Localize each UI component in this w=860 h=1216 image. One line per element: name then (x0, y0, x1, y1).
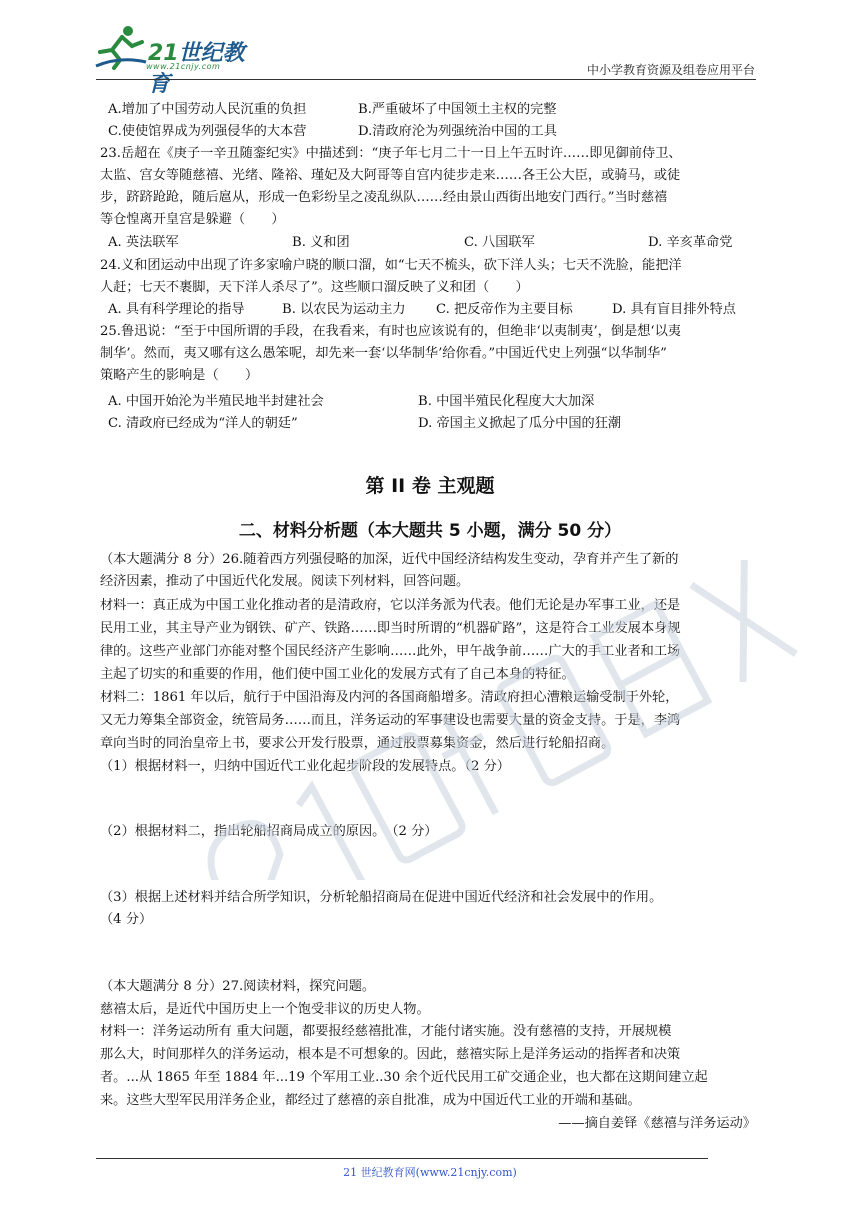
footer-divider (96, 1158, 708, 1159)
site-logo[interactable] (92, 22, 262, 97)
q26-line: 材料二：1861 年以后，航行于中国沿海及内河的各国商船增多。清政府担心漕粮运输受制于外轮， (100, 690, 679, 705)
q26-line: 章向当时的同治皇帝上书，要求公开发行股票，通过股票募集资金，然后进行轮船招商。 (100, 736, 615, 751)
q22-option-b: B.严重破坏了中国领土主权的完整 (358, 102, 557, 117)
q26-subquestion-3: （3）根据上述材料并结合所学知识，分析轮船招商局在促进中国近代经济和社会发展中的作用。 (100, 890, 663, 905)
part-title: 第 II 卷 主观题 (365, 475, 495, 497)
logo-word: 世纪教育 (148, 41, 245, 97)
q27-line: （本大题满分 8 分）27.阅读材料，探究问题。 (100, 979, 376, 994)
q25-line: 25.鲁迅说：“至于中国所谓的手段，在我看来，有时也应该说有的，但绝非‘以夷制夷’，倒是想‘以夷 (100, 324, 681, 339)
q26-line: （本大题满分 8 分）26.随着西方列强侵略的加深，近代中国经济结构发生变动，孕育并产生了新的 (100, 552, 679, 567)
q26-line: 主起了切实的和重要的作用，他们使中国工业化的发展方式有了自己本身的特征。 (100, 667, 575, 682)
q22-option-c: C.使使馆界成为列强侵华的大本营 (108, 124, 307, 139)
q25-option-a: A. 中国开始沦为半殖民地半封建社会 (108, 394, 324, 409)
q26-subquestion-3-score: （4 分） (100, 912, 153, 927)
q26-subquestion-1: （1）根据材料一，归纳中国近代工业化起步阶段的发展特点。（2 分） (100, 759, 510, 774)
q25-line: 制华’。然而，夷又哪有这么愚笨呢，却先来一套‘以华制华’给你看。”中国近代史上列强“以华制华” (100, 346, 667, 361)
q25-line: 策略产生的影响是（ ） (100, 368, 259, 383)
footer-link[interactable]: 21 世纪教育网(www.21cnjy.com) (343, 1166, 517, 1179)
q23-line: 步，跻跻跄跄，随后扈从，形成一色彩纷呈之凌乱纵队……经由景山西街出地安门西行。”当时慈禧 (100, 190, 668, 205)
q22-option-a: A.增加了中国劳动人民沉重的负担 (108, 102, 307, 117)
q23-line: 等仓惶离开皇宫是躲避（ ） (100, 212, 285, 227)
q27-line: 材料一：洋务运动所有 重大问题，都要报经慈禧批准，才能付诸实施。没有慈禧的支持，开展规模 (100, 1024, 672, 1039)
q24-line: 人赶；七天不裹脚，天下洋人杀尽了”。这些顺口溜反映了义和团（ ） (100, 280, 529, 295)
runner-logo-icon (92, 22, 148, 72)
q24-option-a: A. 具有科学理论的指导 (108, 302, 245, 317)
q26-subquestion-2: （2）根据材料二，指出轮船招商局成立的原因。 （2 分） (100, 824, 438, 839)
q24-option-d: D. 具有盲目排外特点 (612, 302, 736, 317)
q27-line: 那么大，时间那样久的洋务运动，根本是不可想象的。因此，慈禧实际上是洋务运动的指挥者和决策 (100, 1047, 681, 1062)
q27-line: 慈禧太后，是近代中国历史上一个饱受非议的历史人物。 (100, 1002, 430, 1017)
section-title: 二、材料分析题（本大题共 5 小题，满分 50 分） (238, 521, 622, 541)
q23-option-c: C. 八国联军 (464, 235, 535, 250)
q23-line: 23.岳超在《庚子一辛丑随銮纪实》中描述到：“庚子年七月二十一日上午五时许……即见御前侍卫、 (100, 146, 682, 161)
header-divider (96, 79, 756, 80)
platform-name: 中小学教育资源及组卷应用平台 (586, 63, 755, 77)
q26-line: 律的。这些产业部门亦能对整个国民经济产生影响……此外，甲午战争前……广大的手工业者和工场 (100, 644, 681, 659)
q27-line: 来。这些大型军民用洋务企业，都经过了慈禧的亲自批准，成为中国近代工业的开端和基础。 (100, 1093, 641, 1108)
q25-option-b: B. 中国半殖民化程度大大加深 (418, 394, 595, 409)
q26-line: 材料一：真正成为中国工业化推动者的是清政府，它以洋务派为代表。他们无论是办军事工业，还是 (100, 598, 681, 613)
q23-option-b: B. 义和团 (292, 235, 350, 250)
q25-option-c: C. 清政府已经成为“洋人的朝廷” (108, 416, 298, 431)
q24-option-b: B. 以农民为运动主力 (282, 302, 406, 317)
q26-line: 经济因素，推动了中国近代化发展。阅读下列材料，回答问题。 (100, 574, 470, 589)
q22-option-d: D.清政府沦为列强统治中国的工具 (358, 124, 557, 139)
q26-line: 又无力筹集全部资金，统管局务……而且，洋务运动的军事建设也需要大量的资金支持。于是，李鸿 (100, 713, 681, 728)
q27-line: 者。...从 1865 年至 1884 年...19 个军用工业..30 余个近代民用工矿交通企业，也大都在这期间建立起 (100, 1070, 708, 1085)
q27-source: ——摘自姜铎《慈禧与洋务运动》 (558, 1116, 756, 1131)
q23-line: 太监、宫女等随慈禧、光绪、隆裕、瑾妃及大阿哥等自宫内徒步走来……各王公大臣，或骑马，或徒 (100, 168, 681, 183)
q25-option-d: D. 帝国主义掀起了瓜分中国的狂潮 (418, 416, 622, 431)
q23-option-d: D. 辛亥革命党 (648, 235, 733, 250)
q24-option-c: C. 把反帝作为主要目标 (436, 302, 573, 317)
q23-option-a: A. 英法联军 (108, 235, 179, 250)
q26-line: 民用工业，其主导产业为钢铁、矿产、铁路……即当时所谓的“机器矿路”，这是符合工业发展本身规 (100, 621, 681, 636)
logo-number: 21 (148, 41, 179, 66)
q24-line: 24.义和团运动中出现了许多家喻户晓的顺口溜，如“七天不梳头，砍下洋人头；七天不洗脸，能把洋 (100, 258, 682, 273)
logo-url: www.21cnjy.com (146, 62, 221, 71)
